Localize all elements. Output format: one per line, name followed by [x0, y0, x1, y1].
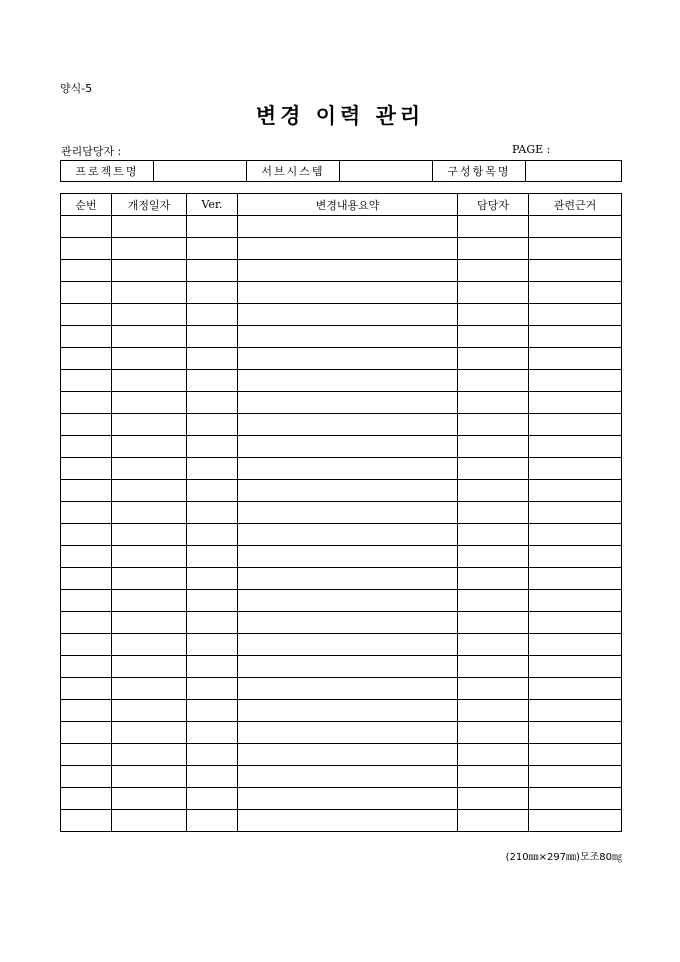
revision-date-cell[interactable] [112, 788, 187, 810]
version-cell[interactable] [187, 634, 238, 656]
change-summary-cell[interactable] [238, 590, 458, 612]
reference-cell[interactable] [529, 238, 622, 260]
owner-cell[interactable] [458, 700, 529, 722]
version-cell[interactable] [187, 436, 238, 458]
subsystem-label: 서브시스템 [247, 161, 340, 182]
seq-cell[interactable] [61, 326, 112, 348]
owner-cell[interactable] [458, 678, 529, 700]
reference-cell[interactable] [529, 700, 622, 722]
reference-cell[interactable] [529, 326, 622, 348]
seq-cell[interactable] [61, 260, 112, 282]
table-row [61, 282, 622, 304]
owner-cell[interactable] [458, 326, 529, 348]
version-cell[interactable] [187, 282, 238, 304]
table-row [61, 744, 622, 766]
version-cell[interactable] [187, 656, 238, 678]
owner-cell[interactable] [458, 260, 529, 282]
version-cell[interactable] [187, 502, 238, 524]
table-row [61, 392, 622, 414]
version-cell[interactable] [187, 260, 238, 282]
owner-cell[interactable] [458, 480, 529, 502]
column-header-reference: 관련근거 [529, 194, 622, 216]
change-summary-cell[interactable] [238, 370, 458, 392]
revision-date-cell[interactable] [112, 216, 187, 238]
version-cell[interactable] [187, 700, 238, 722]
change-summary-cell[interactable] [238, 414, 458, 436]
version-cell[interactable] [187, 326, 238, 348]
change-summary-cell[interactable] [238, 810, 458, 832]
table-row [61, 502, 622, 524]
table-row [61, 788, 622, 810]
table-row [61, 568, 622, 590]
revision-date-cell[interactable] [112, 524, 187, 546]
table-row [61, 656, 622, 678]
version-cell[interactable] [187, 458, 238, 480]
document-title: 변경 이력 관리 [255, 103, 425, 128]
seq-cell[interactable] [61, 634, 112, 656]
seq-cell[interactable] [61, 348, 112, 370]
reference-cell[interactable] [529, 216, 622, 238]
owner-cell[interactable] [458, 788, 529, 810]
owner-cell[interactable] [458, 282, 529, 304]
reference-cell[interactable] [529, 458, 622, 480]
paper-spec: (210㎜×297㎜)모조80㎎ [505, 852, 622, 863]
version-cell[interactable] [187, 238, 238, 260]
change-summary-cell[interactable] [238, 766, 458, 788]
table-row [61, 348, 622, 370]
reference-cell[interactable] [529, 370, 622, 392]
seq-cell[interactable] [61, 436, 112, 458]
revision-date-cell[interactable] [112, 568, 187, 590]
reference-cell[interactable] [529, 590, 622, 612]
table-row [61, 722, 622, 744]
reference-cell[interactable] [529, 568, 622, 590]
seq-cell[interactable] [61, 238, 112, 260]
owner-cell[interactable] [458, 216, 529, 238]
change-summary-cell[interactable] [238, 546, 458, 568]
column-header-seq: 순번 [61, 194, 112, 216]
revision-date-cell[interactable] [112, 238, 187, 260]
revision-date-cell[interactable] [112, 502, 187, 524]
subsystem-field[interactable] [340, 161, 433, 182]
seq-cell[interactable] [61, 722, 112, 744]
seq-cell[interactable] [61, 458, 112, 480]
revision-date-cell[interactable] [112, 414, 187, 436]
revision-date-cell[interactable] [112, 480, 187, 502]
change-summary-cell[interactable] [238, 612, 458, 634]
table-row [61, 678, 622, 700]
change-summary-cell[interactable] [238, 656, 458, 678]
change-summary-cell[interactable] [238, 524, 458, 546]
version-cell[interactable] [187, 370, 238, 392]
table-row [61, 414, 622, 436]
version-cell[interactable] [187, 568, 238, 590]
version-cell[interactable] [187, 590, 238, 612]
revision-date-cell[interactable] [112, 678, 187, 700]
reference-cell[interactable] [529, 656, 622, 678]
revision-date-cell[interactable] [112, 436, 187, 458]
history-body [61, 216, 622, 832]
version-cell[interactable] [187, 304, 238, 326]
table-row [61, 524, 622, 546]
owner-cell[interactable] [458, 304, 529, 326]
reference-cell[interactable] [529, 788, 622, 810]
change-summary-cell[interactable] [238, 260, 458, 282]
revision-date-cell[interactable] [112, 458, 187, 480]
seq-cell[interactable] [61, 480, 112, 502]
column-header-version: Ver. [187, 194, 238, 216]
reference-cell[interactable] [529, 744, 622, 766]
owner-cell[interactable] [458, 568, 529, 590]
version-cell[interactable] [187, 546, 238, 568]
owner-cell[interactable] [458, 810, 529, 832]
owner-cell[interactable] [458, 722, 529, 744]
reference-cell[interactable] [529, 766, 622, 788]
version-cell[interactable] [187, 678, 238, 700]
owner-cell[interactable] [458, 436, 529, 458]
version-cell[interactable] [187, 788, 238, 810]
version-cell[interactable] [187, 216, 238, 238]
table-row [61, 766, 622, 788]
revision-date-cell[interactable] [112, 634, 187, 656]
revision-date-cell[interactable] [112, 304, 187, 326]
revision-date-cell[interactable] [112, 282, 187, 304]
revision-date-cell[interactable] [112, 612, 187, 634]
component-name-label: 구성항목명 [433, 161, 526, 182]
revision-date-cell[interactable] [112, 370, 187, 392]
change-summary-cell[interactable] [238, 392, 458, 414]
seq-cell[interactable] [61, 612, 112, 634]
owner-cell[interactable] [458, 656, 529, 678]
seq-cell[interactable] [61, 656, 112, 678]
manager-label: 관리담당자 : [61, 145, 122, 158]
table-row [61, 260, 622, 282]
change-summary-cell[interactable] [238, 722, 458, 744]
revision-date-cell[interactable] [112, 326, 187, 348]
seq-cell[interactable] [61, 216, 112, 238]
table-row [61, 546, 622, 568]
revision-date-cell[interactable] [112, 744, 187, 766]
version-cell[interactable] [187, 744, 238, 766]
revision-date-cell[interactable] [112, 656, 187, 678]
table-row [61, 238, 622, 260]
owner-cell[interactable] [458, 612, 529, 634]
revision-date-cell[interactable] [112, 810, 187, 832]
change-summary-cell[interactable] [238, 480, 458, 502]
seq-cell[interactable] [61, 502, 112, 524]
change-summary-cell[interactable] [238, 304, 458, 326]
seq-cell[interactable] [61, 766, 112, 788]
change-summary-cell[interactable] [238, 216, 458, 238]
owner-cell[interactable] [458, 502, 529, 524]
table-row [61, 436, 622, 458]
reference-cell[interactable] [529, 722, 622, 744]
table-row [61, 810, 622, 832]
table-row [61, 304, 622, 326]
table-row [61, 326, 622, 348]
change-summary-cell[interactable] [238, 744, 458, 766]
component-name-field[interactable] [526, 161, 622, 182]
reference-cell[interactable] [529, 436, 622, 458]
form-number: 양식-5 [60, 82, 93, 95]
change-summary-cell[interactable] [238, 348, 458, 370]
owner-cell[interactable] [458, 392, 529, 414]
reference-cell[interactable] [529, 414, 622, 436]
project-name-field[interactable] [154, 161, 247, 182]
change-summary-cell[interactable] [238, 282, 458, 304]
table-row [61, 700, 622, 722]
change-summary-cell[interactable] [238, 458, 458, 480]
seq-cell[interactable] [61, 678, 112, 700]
reference-cell[interactable] [529, 480, 622, 502]
reference-cell[interactable] [529, 524, 622, 546]
change-history-table [60, 193, 622, 832]
change-summary-cell[interactable] [238, 238, 458, 260]
change-summary-cell[interactable] [238, 502, 458, 524]
reference-cell[interactable] [529, 392, 622, 414]
change-summary-cell[interactable] [238, 436, 458, 458]
version-cell[interactable] [187, 722, 238, 744]
reference-cell[interactable] [529, 612, 622, 634]
table-row [61, 612, 622, 634]
revision-date-cell[interactable] [112, 590, 187, 612]
reference-cell[interactable] [529, 634, 622, 656]
revision-date-cell[interactable] [112, 260, 187, 282]
seq-cell[interactable] [61, 568, 112, 590]
change-summary-cell[interactable] [238, 678, 458, 700]
column-header-change-summary: 변경내용요약 [238, 194, 458, 216]
column-header-owner: 담당자 [458, 194, 529, 216]
reference-cell[interactable] [529, 810, 622, 832]
revision-date-cell[interactable] [112, 546, 187, 568]
reference-cell[interactable] [529, 678, 622, 700]
owner-cell[interactable] [458, 370, 529, 392]
seq-cell[interactable] [61, 414, 112, 436]
seq-cell[interactable] [61, 304, 112, 326]
header-row [61, 194, 622, 216]
version-cell[interactable] [187, 612, 238, 634]
owner-cell[interactable] [458, 546, 529, 568]
seq-cell[interactable] [61, 524, 112, 546]
table-row [61, 634, 622, 656]
reference-cell[interactable] [529, 348, 622, 370]
reference-cell[interactable] [529, 502, 622, 524]
revision-date-cell[interactable] [112, 700, 187, 722]
seq-cell[interactable] [61, 282, 112, 304]
reference-cell[interactable] [529, 546, 622, 568]
version-cell[interactable] [187, 480, 238, 502]
seq-cell[interactable] [61, 392, 112, 414]
owner-cell[interactable] [458, 238, 529, 260]
owner-cell[interactable] [458, 590, 529, 612]
change-summary-cell[interactable] [238, 788, 458, 810]
owner-cell[interactable] [458, 744, 529, 766]
project-name-label: 프로젝트명 [61, 161, 154, 182]
version-cell[interactable] [187, 766, 238, 788]
table-row [61, 480, 622, 502]
change-summary-cell[interactable] [238, 326, 458, 348]
change-summary-cell[interactable] [238, 700, 458, 722]
reference-cell[interactable] [529, 282, 622, 304]
seq-cell[interactable] [61, 788, 112, 810]
owner-cell[interactable] [458, 524, 529, 546]
seq-cell[interactable] [61, 590, 112, 612]
version-cell[interactable] [187, 414, 238, 436]
reference-cell[interactable] [529, 260, 622, 282]
owner-cell[interactable] [458, 348, 529, 370]
version-cell[interactable] [187, 348, 238, 370]
column-header-revision-date: 개정일자 [112, 194, 187, 216]
owner-cell[interactable] [458, 634, 529, 656]
version-cell[interactable] [187, 810, 238, 832]
info-row [61, 161, 622, 182]
seq-cell[interactable] [61, 546, 112, 568]
revision-date-cell[interactable] [112, 766, 187, 788]
info-table [60, 160, 622, 182]
version-cell[interactable] [187, 524, 238, 546]
table-row [61, 590, 622, 612]
seq-cell[interactable] [61, 370, 112, 392]
revision-date-cell[interactable] [112, 722, 187, 744]
change-summary-cell[interactable] [238, 634, 458, 656]
seq-cell[interactable] [61, 744, 112, 766]
owner-cell[interactable] [458, 766, 529, 788]
revision-date-cell[interactable] [112, 348, 187, 370]
revision-date-cell[interactable] [112, 392, 187, 414]
table-row [61, 216, 622, 238]
change-summary-cell[interactable] [238, 568, 458, 590]
seq-cell[interactable] [61, 700, 112, 722]
owner-cell[interactable] [458, 458, 529, 480]
page-label: PAGE : [512, 143, 551, 156]
reference-cell[interactable] [529, 304, 622, 326]
owner-cell[interactable] [458, 414, 529, 436]
version-cell[interactable] [187, 392, 238, 414]
table-row [61, 458, 622, 480]
seq-cell[interactable] [61, 810, 112, 832]
table-row [61, 370, 622, 392]
